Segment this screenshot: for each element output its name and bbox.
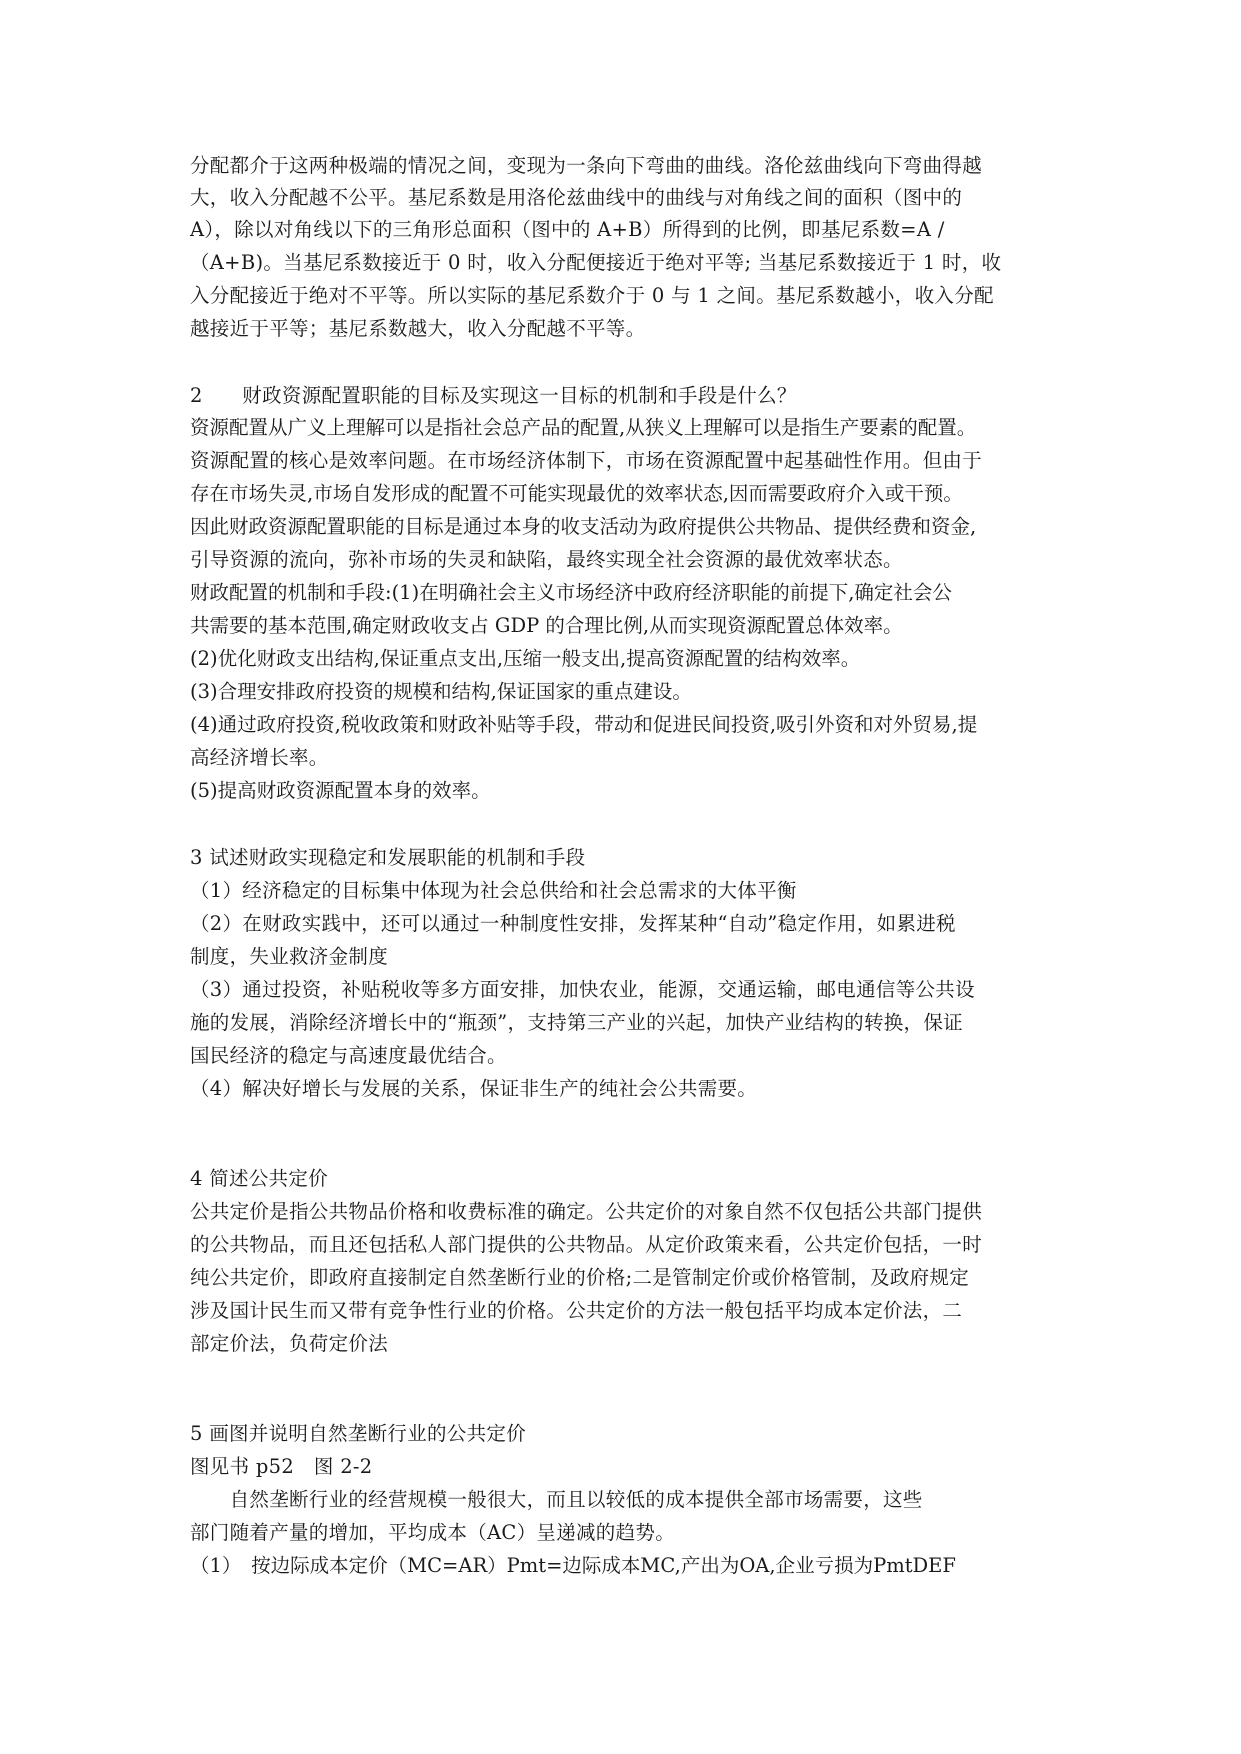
text-line: 施的发展，消除经济增长中的“瓶颈”，支持第三产业的兴起，加快产业结构的转换，保证 — [190, 1011, 963, 1034]
text-line: 共需要的基本范围,确定财政收支占 GDP 的合理比例,从而实现资源配置总体效率。 — [190, 614, 903, 637]
text-line: 的公共物品，而且还包括私人部门提供的公共物品。从定价政策来看，公共定价包括，一时 — [190, 1233, 983, 1256]
text-line: 部门随着产量的增加，平均成本（AC）呈递减的趋势。 — [190, 1521, 676, 1544]
question-heading: 2 财政资源配置职能的目标及实现这一目标的机制和手段是什么？ — [190, 384, 797, 407]
figure-reference: 图见书 p52 图 2-2 — [190, 1455, 373, 1478]
text-line: （3）通过投资，补贴税收等多方面安排，加快农业，能源，交通运输，邮电通信等公共设 — [190, 978, 975, 1001]
text-line: 大，收入分配越不公平。基尼系数是用洛伦兹曲线中的曲线与对角线之间的面积（图中的 — [190, 186, 963, 209]
text-line: 部定价法，负荷定价法 — [190, 1332, 389, 1355]
text-line: 因此财政资源配置职能的目标是通过本身的收支活动为政府提供公共物品、提供经费和资金, — [190, 515, 977, 538]
text-line: （4）解决好增长与发展的关系，保证非生产的纯社会公共需要。 — [190, 1077, 758, 1100]
question-heading: 4 简述公共定价 — [190, 1167, 329, 1190]
text-line: 财政配置的机制和手段:(1)在明确社会主义市场经济中政府经济职能的前提下,确定社会公 — [190, 581, 952, 604]
text-line: 越接近于平等；基尼系数越大，收入分配越不平等。 — [190, 317, 646, 340]
text-line: （1） 按边际成本定价（MC=AR）Pmt=边际成本MC,产出为OA,企业亏损为PmtDEF — [190, 1554, 956, 1577]
text-line: (5)提高财政资源配置本身的效率。 — [190, 779, 491, 802]
text-line: （1）经济稳定的目标集中体现为社会总供给和社会总需求的大体平衡 — [190, 879, 797, 902]
text-line: 自然垄断行业的经营规模一般很大，而且以较低的成本提供全部市场需要，这些 — [190, 1488, 923, 1511]
text-line: （2）在财政实践中，还可以通过一种制度性安排，发挥某种“自动”稳定作用，如累进税 — [190, 912, 956, 935]
text-line: 公共定价是指公共物品价格和收费标准的确定。公共定价的对象自然不仅包括公共部门提供 — [190, 1200, 983, 1223]
question-heading: 3 试述财政实现稳定和发展职能的机制和手段 — [190, 846, 586, 869]
text-line: 国民经济的稳定与高速度最优结合。 — [190, 1044, 507, 1067]
text-line: 资源配置的核心是效率问题。在市场经济体制下，市场在资源配置中起基础性作用。但由于 — [190, 449, 983, 472]
text-line: （A+B)。当基尼系数接近于 0 时，收入分配便接近于绝对平等; 当基尼系数接近于 1 时，收 — [190, 251, 1002, 274]
text-line: (3)合理安排政府投资的规模和结构,保证国家的重点建设。 — [190, 680, 692, 703]
text-line: 纯公共定价，即政府直接制定自然垄断行业的价格;二是管制定价或价格管制，及政府规定 — [190, 1266, 970, 1289]
text-line: 资源配置从广义上理解可以是指社会总产品的配置,从狭义上理解可以是指生产要素的配置。 — [190, 416, 977, 439]
text-line: 高经济增长率。 — [190, 746, 329, 769]
text-line: A），除以对角线以下的三角形总面积（图中的 A+B）所得到的比例，即基尼系数=A / — [190, 218, 945, 241]
text-line: 引导资源的流向，弥补市场的失灵和缺陷，最终实现全社会资源的最优效率状态。 — [190, 548, 903, 571]
text-line: 分配都介于这两种极端的情况之间，变现为一条向下弯曲的曲线。洛伦兹曲线向下弯曲得越 — [190, 154, 983, 177]
text-line: 存在市场失灵,市场自发形成的配置不可能实现最优的效率状态,因而需要政府介入或干预。 — [190, 482, 963, 505]
text-line: 入分配接近于绝对不平等。所以实际的基尼系数介于 0 与 1 之间。基尼系数越小，收入分配 — [190, 284, 994, 307]
text-line: 涉及国计民生而又带有竞争性行业的价格。公共定价的方法一般包括平均成本定价法，二 — [190, 1299, 963, 1322]
text-line: 制度，失业救济金制度 — [190, 945, 389, 968]
question-heading: 5 画图并说明自然垄断行业的公共定价 — [190, 1422, 527, 1445]
text-line: (2)优化财政支出结构,保证重点支出,压缩一般支出,提高资源配置的结构效率。 — [190, 647, 861, 670]
text-line: (4)通过政府投资,税收政策和财政补贴等手段，带动和促进民间投资,吸引外资和对外贸易,提 — [190, 713, 978, 736]
